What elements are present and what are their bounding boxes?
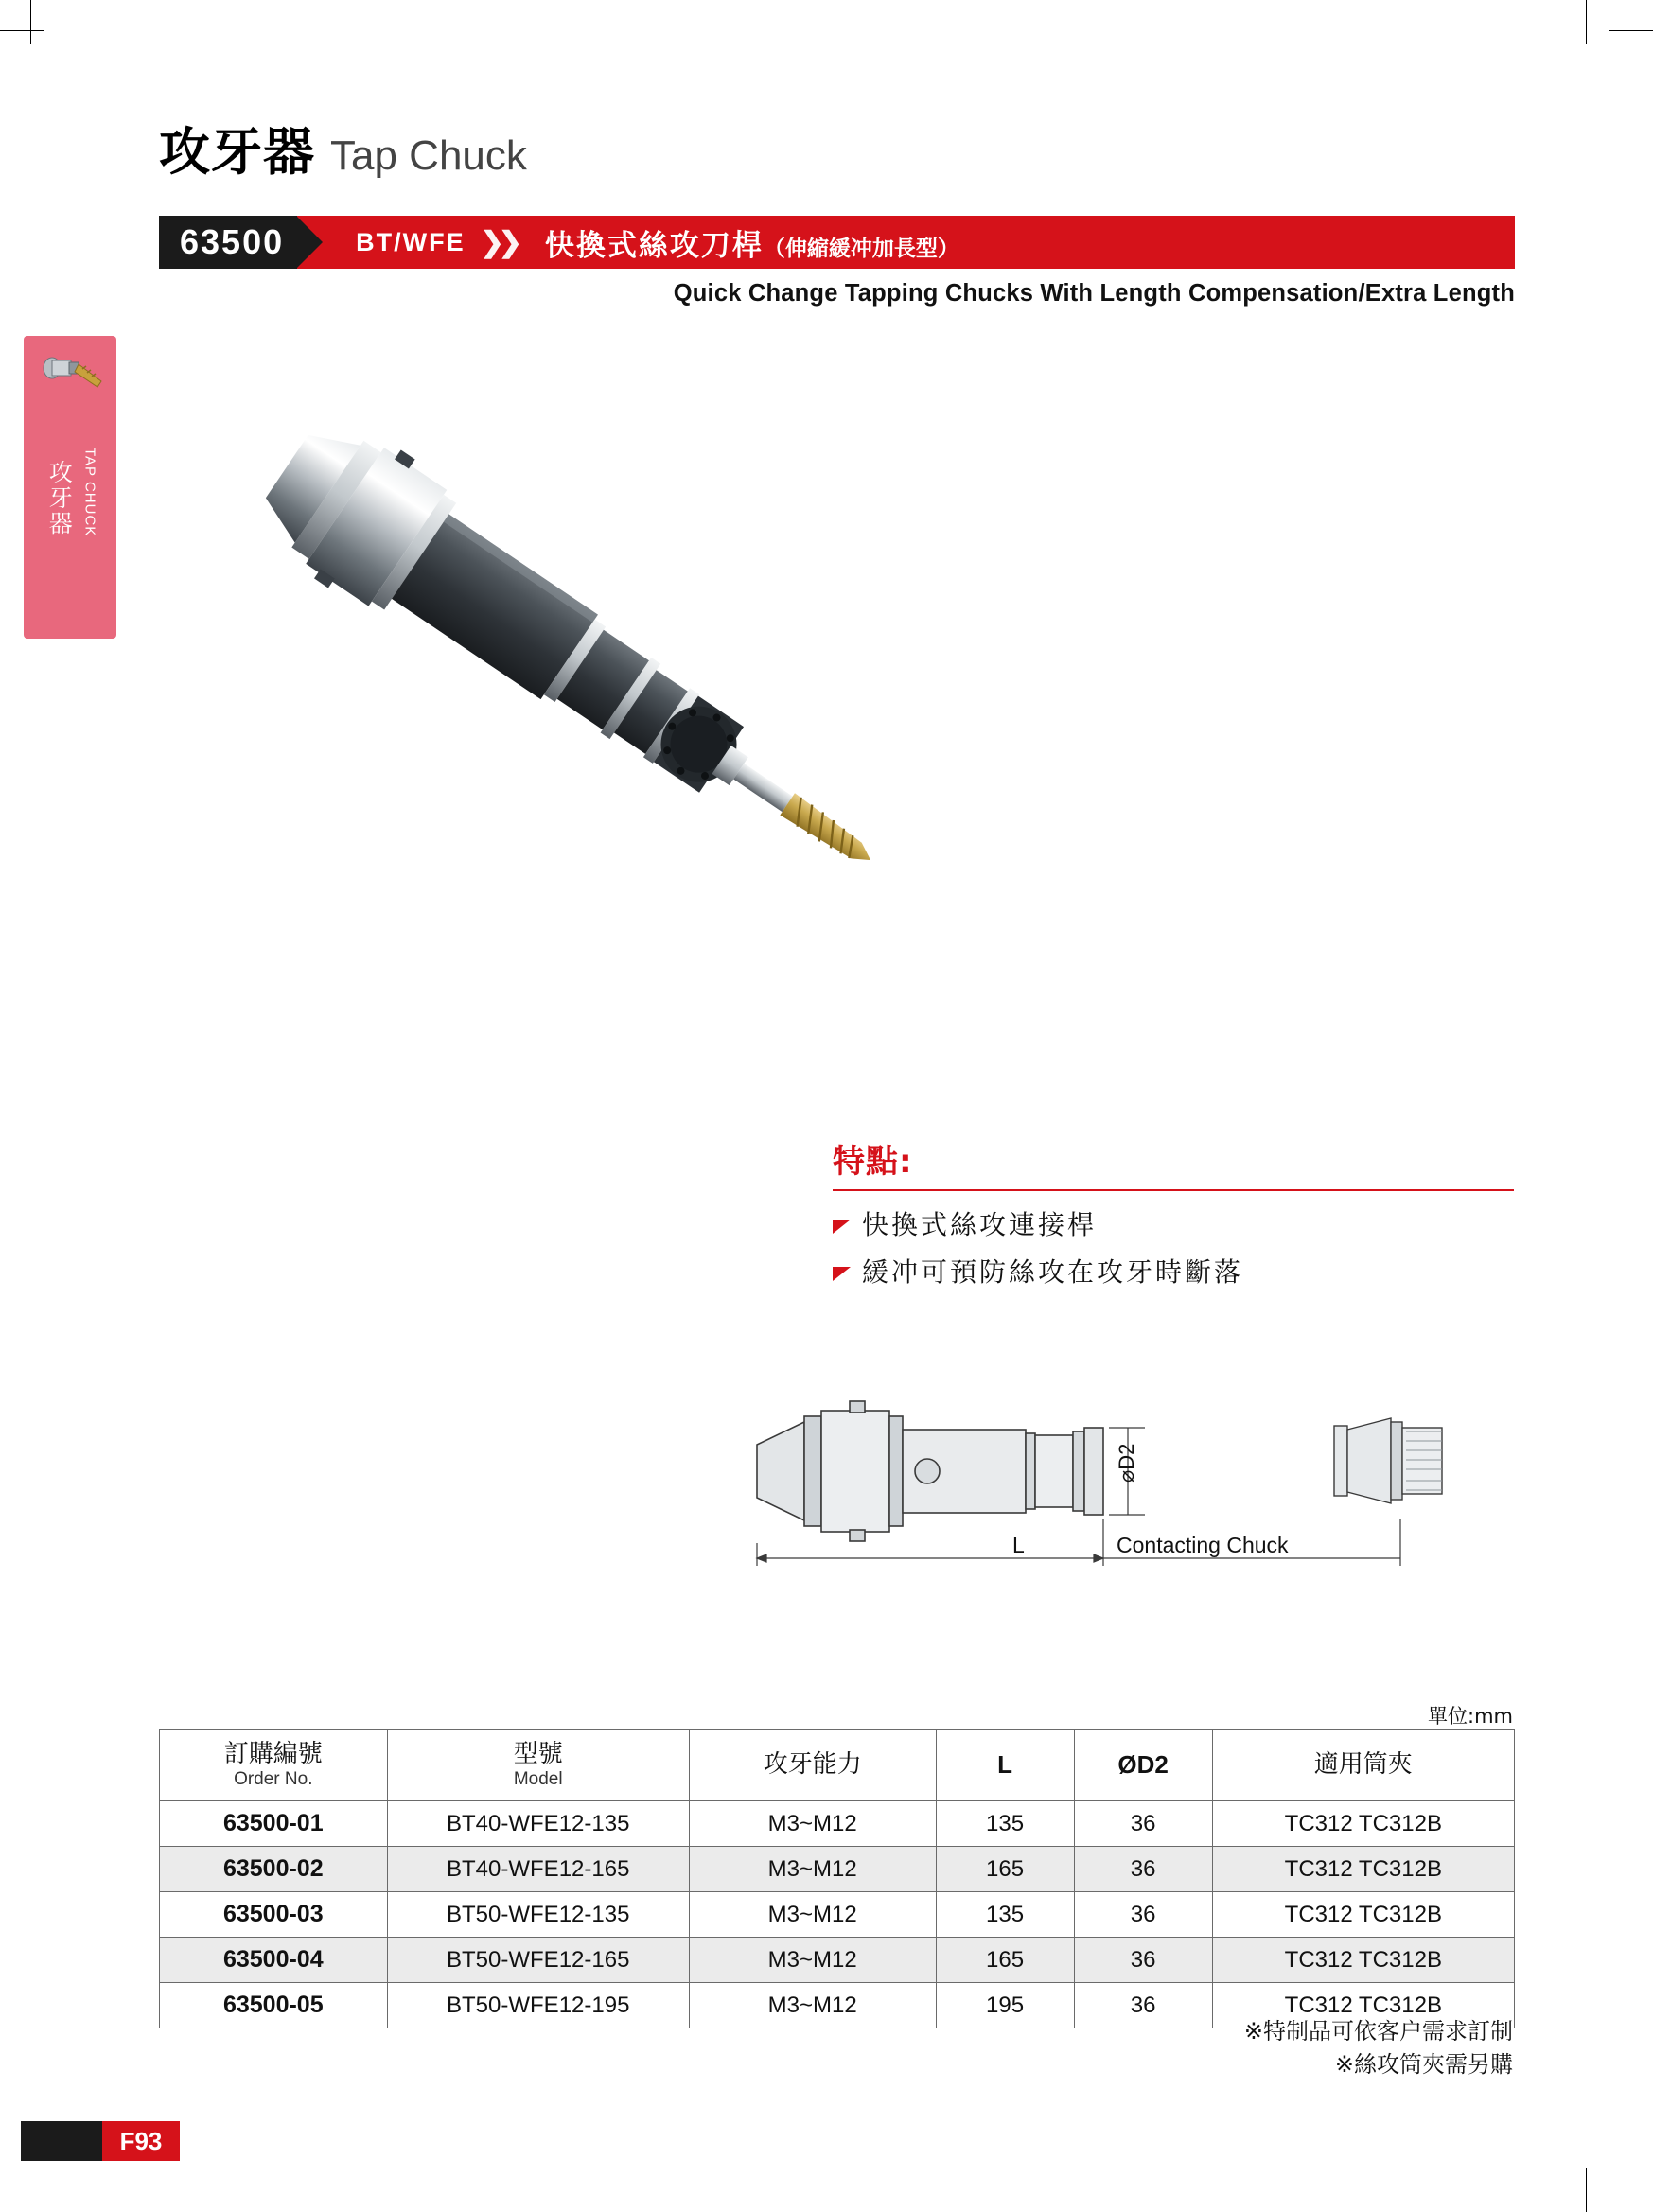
header-cn: L [997, 1750, 1012, 1780]
cell-collet: TC312 TC312B [1212, 1801, 1514, 1847]
cell-model: BT40-WFE12-135 [387, 1801, 689, 1847]
features-divider [833, 1189, 1514, 1191]
cell-l: 135 [936, 1801, 1074, 1847]
dimension-d2-label: ⌀D2 [1115, 1443, 1138, 1483]
table-row [160, 1938, 1515, 1983]
note-line: ※絲攻筒夾需另購 [1334, 2050, 1513, 2078]
cell-l: 165 [936, 1938, 1074, 1983]
crop-mark-bottom-right [1586, 2168, 1587, 2212]
specifications-table [159, 1729, 1515, 2028]
tap-chuck-icon [35, 353, 105, 434]
cell-model: BT50-WFE12-165 [387, 1938, 689, 1983]
cell-capacity: M3~M12 [689, 1983, 936, 2028]
cell-capacity: M3~M12 [689, 1847, 936, 1892]
cell-d2: 36 [1074, 1938, 1212, 1983]
triangle-bullet-icon [833, 1220, 851, 1234]
unit-label: 單位:mm [1428, 1705, 1513, 1728]
header-cn: ØD2 [1117, 1750, 1169, 1780]
cell-d2: 36 [1074, 1847, 1212, 1892]
cell-l: 165 [936, 1847, 1074, 1892]
crop-mark-top-left [30, 0, 31, 44]
series-banner [159, 216, 1515, 269]
product-code: 63500 [159, 216, 297, 269]
cell-d2: 36 [1074, 1801, 1212, 1847]
page-title [159, 112, 527, 184]
cell-collet: TC312 TC312B [1212, 1983, 1514, 2028]
cell-capacity: M3~M12 [689, 1892, 936, 1938]
product-photo [189, 341, 965, 984]
feature-text: 緩冲可預防絲攻在攻牙時斷落 [862, 1256, 1244, 1288]
feature-text: 快換式絲攻連接桿 [862, 1209, 1098, 1240]
feature-item [833, 1204, 1514, 1242]
cell-model: BT40-WFE12-165 [387, 1847, 689, 1892]
cell-order-no: 63500-02 [160, 1847, 388, 1892]
crop-mark-top-left-h [0, 30, 44, 31]
subtitle-english: Quick Change Tapping Chucks With Length Compensation/Extra Length [673, 280, 1515, 307]
column-header-model [387, 1730, 689, 1801]
column-header-collet [1212, 1730, 1514, 1801]
cell-collet: TC312 TC312B [1212, 1892, 1514, 1938]
crop-mark-top-right [1586, 0, 1587, 44]
table-row [160, 1892, 1515, 1938]
side-tab-text [24, 448, 116, 541]
table-row [160, 1847, 1515, 1892]
column-header-order-no [160, 1730, 388, 1801]
banner-title-sub: （伸縮緩冲加長型） [763, 236, 959, 261]
side-tab-label-cn: 攻牙器 [45, 460, 74, 537]
column-header-l [936, 1730, 1074, 1801]
features-section [833, 1135, 1514, 1299]
column-header-d2 [1074, 1730, 1212, 1801]
header-en: Model [513, 1769, 563, 1790]
cell-d2: 36 [1074, 1983, 1212, 2028]
cell-order-no: 63500-05 [160, 1983, 388, 2028]
technical-drawing [738, 1377, 1514, 1623]
cell-order-no: 63500-01 [160, 1801, 388, 1847]
features-title: 特點: [833, 1143, 913, 1181]
cell-d2: 36 [1074, 1892, 1212, 1938]
cell-l: 135 [936, 1892, 1074, 1938]
contacting-chuck-label: Contacting Chuck [1117, 1533, 1289, 1557]
table-row [160, 1801, 1515, 1847]
page-title-cn: 攻牙器 [159, 122, 315, 182]
feature-item [833, 1252, 1514, 1290]
header-cn: 型號 [513, 1740, 563, 1769]
triangle-bullet-icon [833, 1267, 851, 1281]
cell-order-no: 63500-03 [160, 1892, 388, 1938]
header-cn: 適用筒夾 [1313, 1750, 1413, 1780]
table-notes [1244, 2015, 1513, 2081]
page-footer [21, 2121, 180, 2161]
cell-capacity: M3~M12 [689, 1938, 936, 1983]
header-cn: 訂購編號 [223, 1740, 323, 1769]
crop-mark-top-right-h [1609, 30, 1653, 31]
cell-model: BT50-WFE12-195 [387, 1983, 689, 2028]
page-number: F93 [102, 2121, 180, 2161]
cell-collet: TC312 TC312B [1212, 1847, 1514, 1892]
banner-title-main: 快換式絲攻刀桿 [544, 228, 764, 263]
cell-model: BT50-WFE12-135 [387, 1892, 689, 1938]
banner-title-cn [545, 221, 959, 264]
series-label: BT/WFE [356, 227, 466, 256]
side-tab-tap-chuck [24, 336, 116, 639]
header-en: Order No. [234, 1769, 313, 1790]
page-title-en: Tap Chuck [330, 132, 527, 179]
cell-order-no: 63500-04 [160, 1938, 388, 1983]
side-tab-label-en: TAP CHUCK [81, 448, 98, 537]
cell-collet: TC312 TC312B [1212, 1938, 1514, 1983]
chevron-right-icon: ❯❯ [480, 226, 517, 258]
cell-l: 195 [936, 1983, 1074, 2028]
note-line: ※特制品可依客户需求訂制 [1243, 2018, 1513, 2045]
header-cn: 攻牙能力 [763, 1750, 862, 1780]
table-header-row [160, 1730, 1515, 1801]
column-header-capacity [689, 1730, 936, 1801]
cell-capacity: M3~M12 [689, 1801, 936, 1847]
dimension-l-label: L [1012, 1533, 1025, 1557]
